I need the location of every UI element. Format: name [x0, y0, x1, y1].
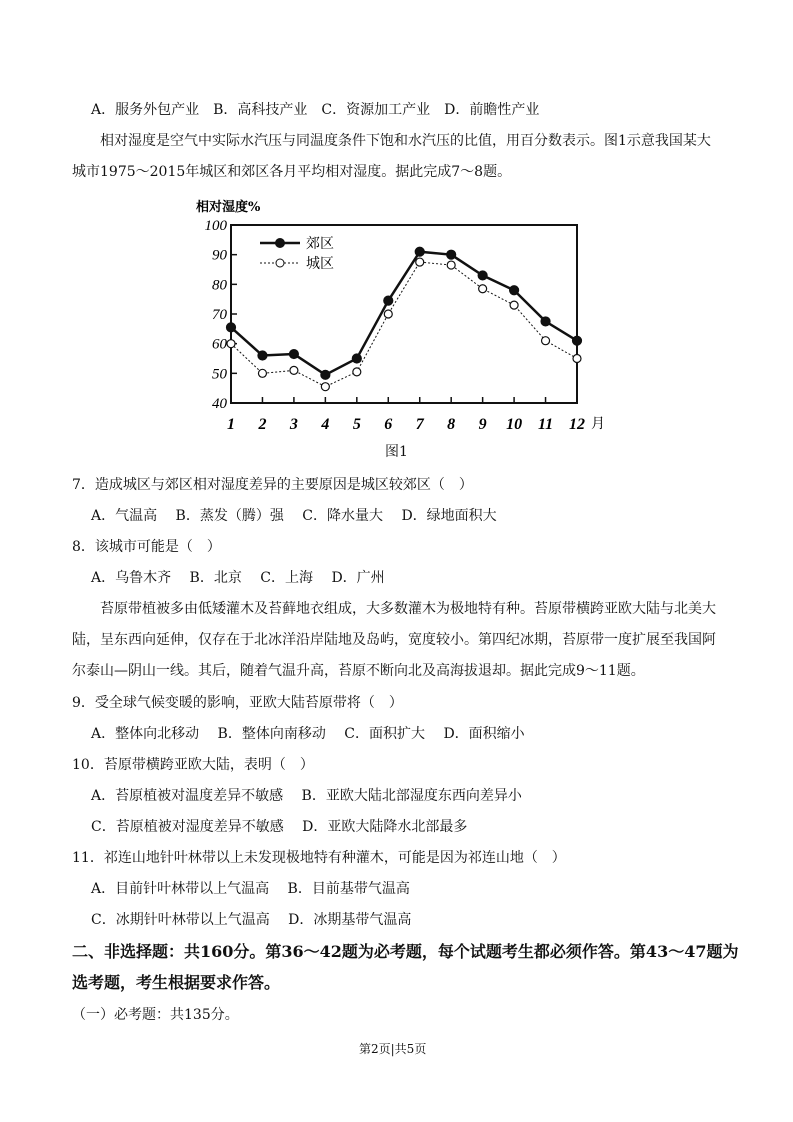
- y-axis-label: 相对湿度%: [196, 200, 261, 215]
- x-tick-label: 5: [352, 416, 361, 433]
- legend-marker: [276, 239, 285, 248]
- question-11: 11．祁连山地针叶林带以上未发现极地特有种灌木，可能是因为祁连山地（ ）: [72, 850, 566, 866]
- data-point-urban: [510, 301, 518, 309]
- plot-frame: [231, 225, 577, 403]
- x-tick-label: 7: [415, 416, 424, 433]
- y-tick-label: 80: [212, 277, 227, 294]
- question-9-options: A．整体向北移动 B．整体向南移动 C．面积扩大 D．面积缩小: [91, 726, 525, 742]
- question-9: 9．受全球气候变暖的影响，亚欧大陆苔原带将（ ）: [72, 695, 403, 711]
- x-tick-label: 8: [447, 416, 456, 433]
- data-point-urban: [227, 340, 235, 348]
- x-axis-unit: 月: [591, 416, 605, 432]
- question-11-options-ab: A．目前针叶林带以上气温高 B．目前基带气温高: [91, 881, 410, 897]
- data-point-suburb: [510, 286, 519, 295]
- figure-caption: 图1: [385, 444, 408, 460]
- q6-options: A．服务外包产业 B．高科技产业 C．资源加工产业 D．前瞻性产业: [91, 102, 540, 118]
- data-point-suburb: [573, 336, 582, 345]
- question-8-options: A．乌鲁木齐 B．北京 C．上海 D．广州: [91, 570, 385, 586]
- data-point-suburb: [289, 350, 298, 359]
- x-tick-label: 3: [289, 416, 298, 433]
- data-point-urban: [321, 383, 329, 391]
- data-point-suburb: [227, 323, 236, 332]
- section-2-heading: 二、非选择题：共160分。第36～42题为必考题，每个试题考生都必须作答。第43～47题为: [72, 942, 739, 961]
- y-tick-label: 60: [212, 336, 227, 353]
- data-point-urban: [542, 337, 550, 345]
- x-tick-label: 4: [321, 416, 330, 433]
- question-8: 8．该城市可能是（ ）: [72, 539, 221, 555]
- data-point-urban: [290, 366, 298, 374]
- data-point-urban: [479, 285, 487, 293]
- y-tick-label: 50: [212, 366, 227, 383]
- legend-marker: [276, 259, 284, 267]
- data-point-suburb: [541, 317, 550, 326]
- data-point-urban: [258, 369, 266, 377]
- paragraph-tundra-3: 尔泰山—阴山一线。其后，随着气温升高，苔原不断向北及高海拔退却。据此完成9～11题。: [72, 663, 645, 679]
- paragraph-tundra-2: 陆，呈东西向延伸，仅存在于北冰洋沿岸陆地及岛屿，宽度较小。第四纪冰期，苔原带一度扩展至我国阿: [72, 632, 716, 648]
- question-11-options-cd: C．冰期针叶林带以上气温高 D．冰期基带气温高: [91, 912, 412, 928]
- legend-label: 郊区: [306, 236, 334, 252]
- x-tick-label: 12: [569, 416, 585, 433]
- data-point-urban: [573, 355, 581, 363]
- question-10: 10．苔原带横跨亚欧大陆，表明（ ）: [72, 757, 314, 773]
- data-point-suburb: [478, 271, 487, 280]
- x-tick-label: 1: [227, 416, 235, 433]
- page-footer: 第2页|共5页: [359, 1042, 427, 1056]
- paragraph-humidity: 相对湿度是空气中实际水汽压与同温度条件下饱和水汽压的比值，用百分数表示。图1示意我国某大: [100, 133, 711, 149]
- x-tick-label: 6: [384, 416, 393, 433]
- y-tick-label: 70: [212, 307, 227, 323]
- question-7-options: A．气温高 B．蒸发（腾）强 C．降水量大 D．绿地面积大: [91, 508, 497, 524]
- x-tick-label: 11: [537, 416, 554, 433]
- paragraph-humidity-2: 城市1975～2015年城区和郊区各月平均相对湿度。据此完成7～8题。: [72, 164, 512, 180]
- y-tick-label: 40: [212, 396, 227, 412]
- data-point-urban: [416, 258, 424, 266]
- series-line-suburb: [231, 252, 577, 375]
- question-10-options-cd: C．苔原植被对湿度差异不敏感 D．亚欧大陆降水北部最多: [91, 819, 468, 835]
- y-tick-label: 100: [204, 218, 227, 234]
- section-2-heading-2: 选考题，考生根据要求作答。: [72, 973, 281, 992]
- data-point-suburb: [352, 354, 361, 363]
- x-tick-label: 9: [478, 416, 487, 433]
- data-point-suburb: [415, 247, 424, 256]
- data-point-urban: [384, 310, 392, 318]
- subsection-1: （一）必考题：共135分。: [72, 1007, 239, 1023]
- paragraph-tundra: 苔原带植被多由低矮灌木及苔藓地衣组成，大多数灌木为极地特有种。苔原带横跨亚欧大陆与北美大: [100, 601, 716, 617]
- y-tick-label: 90: [212, 247, 227, 264]
- data-point-urban: [353, 368, 361, 376]
- series-line-urban: [231, 262, 577, 387]
- question-7: 7．造成城区与郊区相对湿度差异的主要原因是城区较郊区（ ）: [72, 477, 473, 493]
- data-point-suburb: [258, 351, 267, 360]
- data-point-suburb: [384, 296, 393, 305]
- question-10-options-ab: A．苔原植被对温度差异不敏感 B．亚欧大陆北部湿度东西向差异小: [91, 788, 522, 804]
- humidity-chart: [190, 195, 610, 440]
- data-point-suburb: [447, 250, 456, 259]
- x-tick-label: 10: [506, 416, 523, 433]
- data-point-suburb: [321, 370, 330, 379]
- legend-label: 城区: [306, 256, 334, 272]
- data-point-urban: [447, 261, 455, 269]
- x-tick-label: 2: [258, 416, 267, 433]
